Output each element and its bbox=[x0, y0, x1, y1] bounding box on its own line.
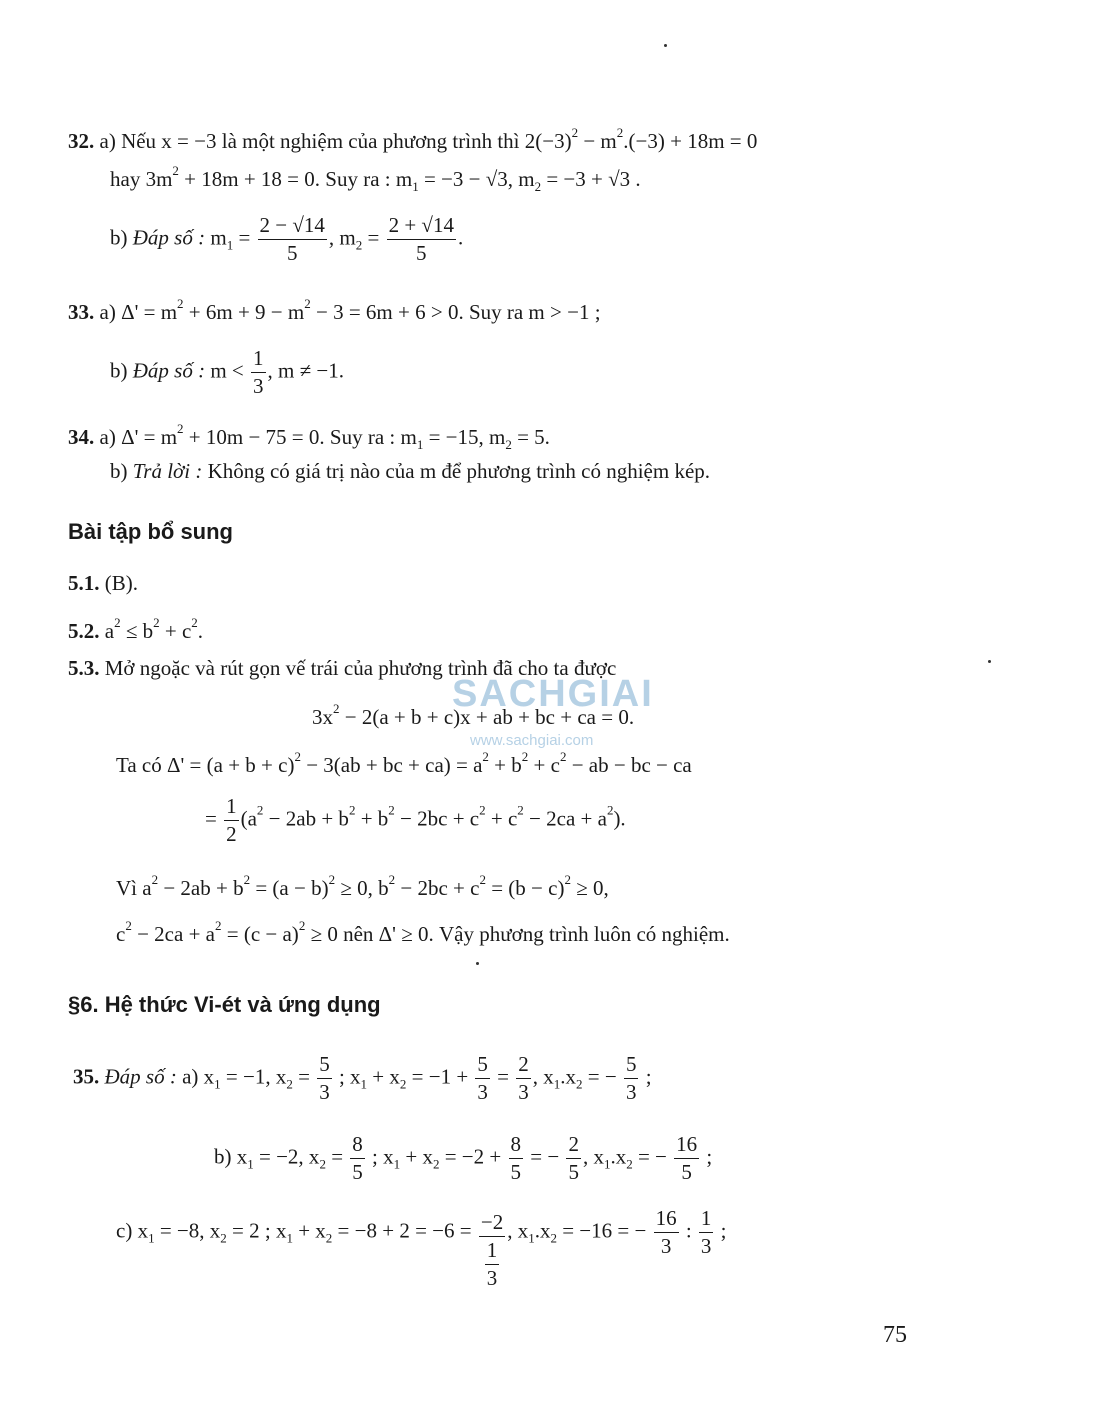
problem-34-line-b bbox=[110, 461, 710, 482]
fraction bbox=[566, 1131, 581, 1187]
numerator: 2 bbox=[516, 1051, 531, 1079]
numerator: 1 bbox=[251, 345, 266, 373]
problem-number: 5.2. bbox=[68, 619, 100, 643]
text: − 2(a + b + c)x + ab + bc + ca = 0. bbox=[339, 705, 635, 729]
text: m bbox=[205, 225, 227, 250]
answer-label: Đáp số : bbox=[132, 358, 206, 383]
denominator: 3 bbox=[518, 1080, 529, 1105]
numerator: 16 bbox=[674, 1131, 699, 1159]
fraction bbox=[475, 1051, 490, 1107]
watermark-url: www.sachgiai.com bbox=[470, 732, 594, 749]
text: m < bbox=[205, 358, 250, 383]
problem-number: 32. bbox=[68, 129, 95, 153]
problem-35-line-c: c) $x_1 = -8$, $x_2 = 2$ ; $x_1 + x_2 = -8 + 2 = -6$ = $\frac{-2}{\frac{1}{3}}$ , $x_1.x_2 = -16$ = − $\frac{16}{3}$ : $\frac{1}{3}$ ; bbox=[116, 1205, 727, 1293]
text: = bbox=[292, 1064, 316, 1089]
text: + 18m + 18 = 0. Suy ra : m bbox=[178, 167, 413, 191]
exercise-5-3-line-6: $c^2 - 2ca + a^2 = (c - a)^2 \ge 0$ nên Δ' ≥ 0. Vậy phương trình luôn có nghiệm. bbox=[116, 918, 730, 946]
text: = −15, m bbox=[423, 425, 506, 449]
text: a) x bbox=[176, 1064, 215, 1089]
problem-number: 34. bbox=[68, 425, 95, 449]
text: ; bbox=[701, 1144, 713, 1169]
text: a) Δ' = m bbox=[99, 300, 178, 324]
text: = − bbox=[525, 1144, 560, 1169]
fraction bbox=[509, 1131, 524, 1187]
text: (a bbox=[240, 806, 257, 831]
text: b) bbox=[110, 225, 133, 250]
numerator: 5 bbox=[317, 1051, 332, 1079]
text: + c bbox=[528, 753, 560, 777]
problem-32-line-2: hay $3m^2 + 18m + 18 = 0$. Suy ra : $m_1 = -3 - √3$, $m_2 = -3 + √3$ . bbox=[110, 163, 641, 194]
text: , x bbox=[532, 1064, 554, 1089]
denominator: 5 bbox=[352, 1160, 363, 1185]
text: − 3 = 6m + 6 > 0. Suy ra m > −1 ; bbox=[310, 300, 601, 324]
denominator: 5 bbox=[510, 1160, 521, 1185]
text: + x bbox=[400, 1144, 433, 1169]
text: a) Nếu x = −3 là một nghiệm của phương trình thì 2(−3) bbox=[99, 129, 572, 153]
text: + x bbox=[292, 1218, 326, 1243]
problem-number: 5.1. bbox=[68, 571, 100, 595]
text: , x bbox=[507, 1218, 529, 1243]
text: = 2 ; x bbox=[226, 1218, 287, 1243]
answer-label: Trả lời : bbox=[132, 459, 203, 483]
fraction bbox=[251, 345, 266, 401]
denominator: 3 bbox=[660, 1234, 672, 1259]
numerator: 1 bbox=[485, 1237, 500, 1265]
text: Ta có Δ' = (a + b + c) bbox=[116, 753, 295, 777]
numerator: 1 bbox=[224, 793, 239, 821]
text: = −8, x bbox=[154, 1218, 221, 1243]
text: = − bbox=[582, 1064, 617, 1089]
problem-33-line-a: 33. a) $\Delta' = m^2 + 6m + 9 - m^2 - 3 = 6m + 6 > 0$. Suy ra m > −1 ; bbox=[68, 296, 601, 324]
text: . bbox=[457, 225, 464, 250]
text: + 6m + 9 − m bbox=[183, 300, 305, 324]
text: .(−3) + 18m = 0 bbox=[623, 129, 758, 153]
scan-speck bbox=[988, 660, 991, 663]
text: − 2bc + c bbox=[395, 876, 480, 900]
text: ; x bbox=[366, 1144, 394, 1169]
text: ; x bbox=[333, 1064, 361, 1089]
denominator: 5 bbox=[568, 1160, 579, 1185]
text: − 3(ab + bc + ca) = a bbox=[300, 753, 483, 777]
denominator: 3 bbox=[477, 1080, 488, 1105]
denominator: 5 bbox=[416, 241, 427, 266]
problem-35-line-a: 35. Đáp số : a) $x_1 = -1$, $x_2$ = $\frac{5}{3}$ ; $x_1 + x_2 = -1$ + $\frac{5}{3}$ = $\frac{2}{3}$ , $x_1.x_2$ = − $\frac{5}{3}$ ; bbox=[73, 1051, 652, 1107]
text: Không có giá trị nào của m để phương trình có nghiệm kép. bbox=[202, 459, 711, 483]
text: ≥ 0, b bbox=[335, 876, 389, 900]
text: , m bbox=[328, 225, 356, 250]
numerator: 5 bbox=[624, 1051, 639, 1079]
text: = bbox=[233, 225, 256, 250]
text: c) x bbox=[116, 1218, 149, 1243]
problem-number: 5.3. bbox=[68, 656, 100, 680]
text: = −16 = − bbox=[556, 1218, 647, 1243]
denominator: 3 bbox=[486, 1266, 498, 1291]
text: .x bbox=[560, 1064, 577, 1089]
text: + c bbox=[159, 619, 192, 643]
text: = (c − a) bbox=[221, 922, 299, 946]
text: b) bbox=[110, 358, 133, 383]
problem-32-line-a: 32. a) Nếu x = −3 là một nghiệm của phương trình thì $2(-3)^2 - m^2.(-3) + 18m = 0$ bbox=[68, 125, 758, 153]
text: + b bbox=[355, 806, 389, 831]
text: Vì a bbox=[116, 876, 152, 900]
text: = −1 + bbox=[406, 1064, 474, 1089]
text: . bbox=[197, 619, 204, 643]
fraction bbox=[674, 1131, 699, 1187]
exercise-5-1 bbox=[68, 573, 138, 594]
text: = −3 + √3 . bbox=[541, 167, 641, 191]
numerator: 1 bbox=[699, 1205, 714, 1233]
exercise-5-3-line-3: Ta có $\Delta' = (a + b + c)^2 - 3(ab$ + bc + $ca) = a^2 + b^2 + c^2$ − ab − bc − ca bbox=[116, 749, 692, 777]
fraction bbox=[224, 793, 239, 849]
text: − 2ca + a bbox=[523, 806, 607, 831]
text: + 10m − 75 = 0. Suy ra : m bbox=[183, 425, 417, 449]
text: ≥ 0 nên Δ' ≥ 0. Vậy phương trình luôn có nghiệm. bbox=[305, 922, 730, 946]
fraction bbox=[699, 1205, 714, 1261]
exercise-5-3-equation: $3x^2 - 2(a + b + c)x$ + ab + bc + ca = 0. bbox=[312, 701, 635, 729]
text: ). bbox=[613, 806, 626, 831]
denominator: 2 bbox=[226, 822, 237, 847]
problem-number: 35. bbox=[73, 1064, 100, 1089]
denominator: 5 bbox=[286, 241, 298, 266]
text: − 2ca + a bbox=[131, 922, 215, 946]
fraction bbox=[317, 1051, 332, 1107]
compound-fraction bbox=[479, 1209, 505, 1293]
exercise-5-3-line-5: Vì $a^2 - 2ab + b^2 = (a - b)^2 \ge 0$, $b^2 - 2bc + c^2 = (b - c)^2 \ge 0$, bbox=[116, 872, 609, 900]
problem-32-line-b: b) Đáp số : $m_1$ = $\frac{2 - √14}{5}$ , $m_2$ = $\frac{2 + √14}{5}$ . bbox=[110, 212, 463, 268]
text: − ab − bc − ca bbox=[566, 753, 692, 777]
numerator: 16 bbox=[654, 1205, 679, 1233]
fraction bbox=[350, 1131, 365, 1187]
text: b) x bbox=[214, 1144, 248, 1169]
text: .x bbox=[534, 1218, 551, 1243]
denominator: 5 bbox=[681, 1160, 692, 1185]
denominator-fraction bbox=[479, 1237, 505, 1293]
numerator: 8 bbox=[509, 1131, 524, 1159]
text: a bbox=[99, 619, 115, 643]
text: ≥ 0, bbox=[570, 876, 609, 900]
text: c bbox=[116, 922, 126, 946]
text: = bbox=[325, 1144, 349, 1169]
text: = bbox=[491, 1064, 515, 1089]
text: − 2ab + b bbox=[263, 806, 349, 831]
text: = −2 + bbox=[439, 1144, 507, 1169]
text: = 5. bbox=[511, 425, 550, 449]
text: 3x bbox=[312, 705, 333, 729]
watermark-logo: SACHGIAI bbox=[452, 673, 654, 715]
fraction bbox=[258, 212, 327, 268]
denominator: 3 bbox=[625, 1080, 637, 1105]
numerator: 2 + √14 bbox=[387, 212, 456, 240]
text: = −2, x bbox=[253, 1144, 320, 1169]
problem-35-line-b: b) $x_1 = -2$, $x_2$ = $\frac{8}{5}$ ; $x_1 + x_2 = -2$ + $\frac{8}{5}$ = − $\frac{2}{5}$ , $x_1.x_2$ = − $\frac{16}{5}$ ; bbox=[214, 1131, 712, 1187]
text: ; bbox=[715, 1218, 727, 1243]
text: = (a − b) bbox=[250, 876, 329, 900]
text: Mở ngoặc và rút gọn vế trái của phương trình đã cho ta được bbox=[99, 656, 617, 680]
fraction bbox=[624, 1051, 639, 1107]
numerator: 8 bbox=[350, 1131, 365, 1159]
scan-speck bbox=[664, 44, 667, 47]
problem-33-line-b bbox=[110, 345, 344, 401]
numerator: 5 bbox=[475, 1051, 490, 1079]
text: = −1, x bbox=[220, 1064, 287, 1089]
text: = (b − c) bbox=[485, 876, 565, 900]
text: b) bbox=[110, 459, 133, 483]
page-number: 75 bbox=[883, 1322, 907, 1348]
text: = −3 − √3, m bbox=[418, 167, 535, 191]
text: (B). bbox=[99, 571, 138, 595]
text: a) Δ' = m bbox=[99, 425, 178, 449]
text: − m bbox=[578, 129, 617, 153]
exercise-5-3-line-4: = $\frac{1}{2}$ $(a^2 - 2ab + b^2 + b^2 - 2bc + c^2 + c^2 - 2ca + a^2)$. bbox=[205, 793, 626, 849]
text: : bbox=[680, 1218, 697, 1243]
section-heading: Bài tập bổ sung bbox=[68, 519, 233, 544]
text: ≤ b bbox=[120, 619, 154, 643]
fraction bbox=[654, 1205, 679, 1261]
text: = bbox=[362, 225, 385, 250]
denominator: 3 bbox=[319, 1080, 330, 1105]
text: = − bbox=[632, 1144, 667, 1169]
numerator: −2 bbox=[479, 1209, 505, 1237]
answer-label: Đáp số : bbox=[132, 225, 206, 250]
text: + b bbox=[488, 753, 522, 777]
text: .x bbox=[610, 1144, 627, 1169]
problem-number: 33. bbox=[68, 300, 95, 324]
text: = −8 + 2 = −6 = bbox=[332, 1218, 477, 1243]
exercise-5-3-intro bbox=[68, 658, 616, 679]
answer-label: Đáp số : bbox=[104, 1064, 177, 1089]
text: ; bbox=[640, 1064, 652, 1089]
fraction bbox=[387, 212, 456, 268]
text: , m ≠ −1. bbox=[267, 358, 344, 383]
fraction bbox=[516, 1051, 531, 1107]
numerator: 2 bbox=[566, 1131, 581, 1159]
text: − 2ab + b bbox=[158, 876, 244, 900]
denominator: 3 bbox=[253, 374, 264, 399]
scan-speck bbox=[476, 962, 479, 965]
problem-34-line-a: 34. a) $\Delta' = m^2 + 10m - 75 = 0$. Suy ra : $m_1 = -15$, $m_2 = 5$. bbox=[68, 421, 550, 452]
numerator: 2 − √14 bbox=[258, 212, 327, 240]
section-heading: §6. Hệ thức Vi-ét và ứng dụng bbox=[68, 992, 381, 1017]
exercise-5-2: 5.2. $a^2 \le b^2 + c^2$. bbox=[68, 615, 204, 643]
text: hay 3m bbox=[110, 167, 173, 191]
text: + c bbox=[485, 806, 518, 831]
denominator: 3 bbox=[700, 1234, 712, 1259]
text: − 2bc + c bbox=[394, 806, 480, 831]
text: + x bbox=[367, 1064, 400, 1089]
text: , x bbox=[582, 1144, 604, 1169]
text: = bbox=[205, 806, 223, 831]
